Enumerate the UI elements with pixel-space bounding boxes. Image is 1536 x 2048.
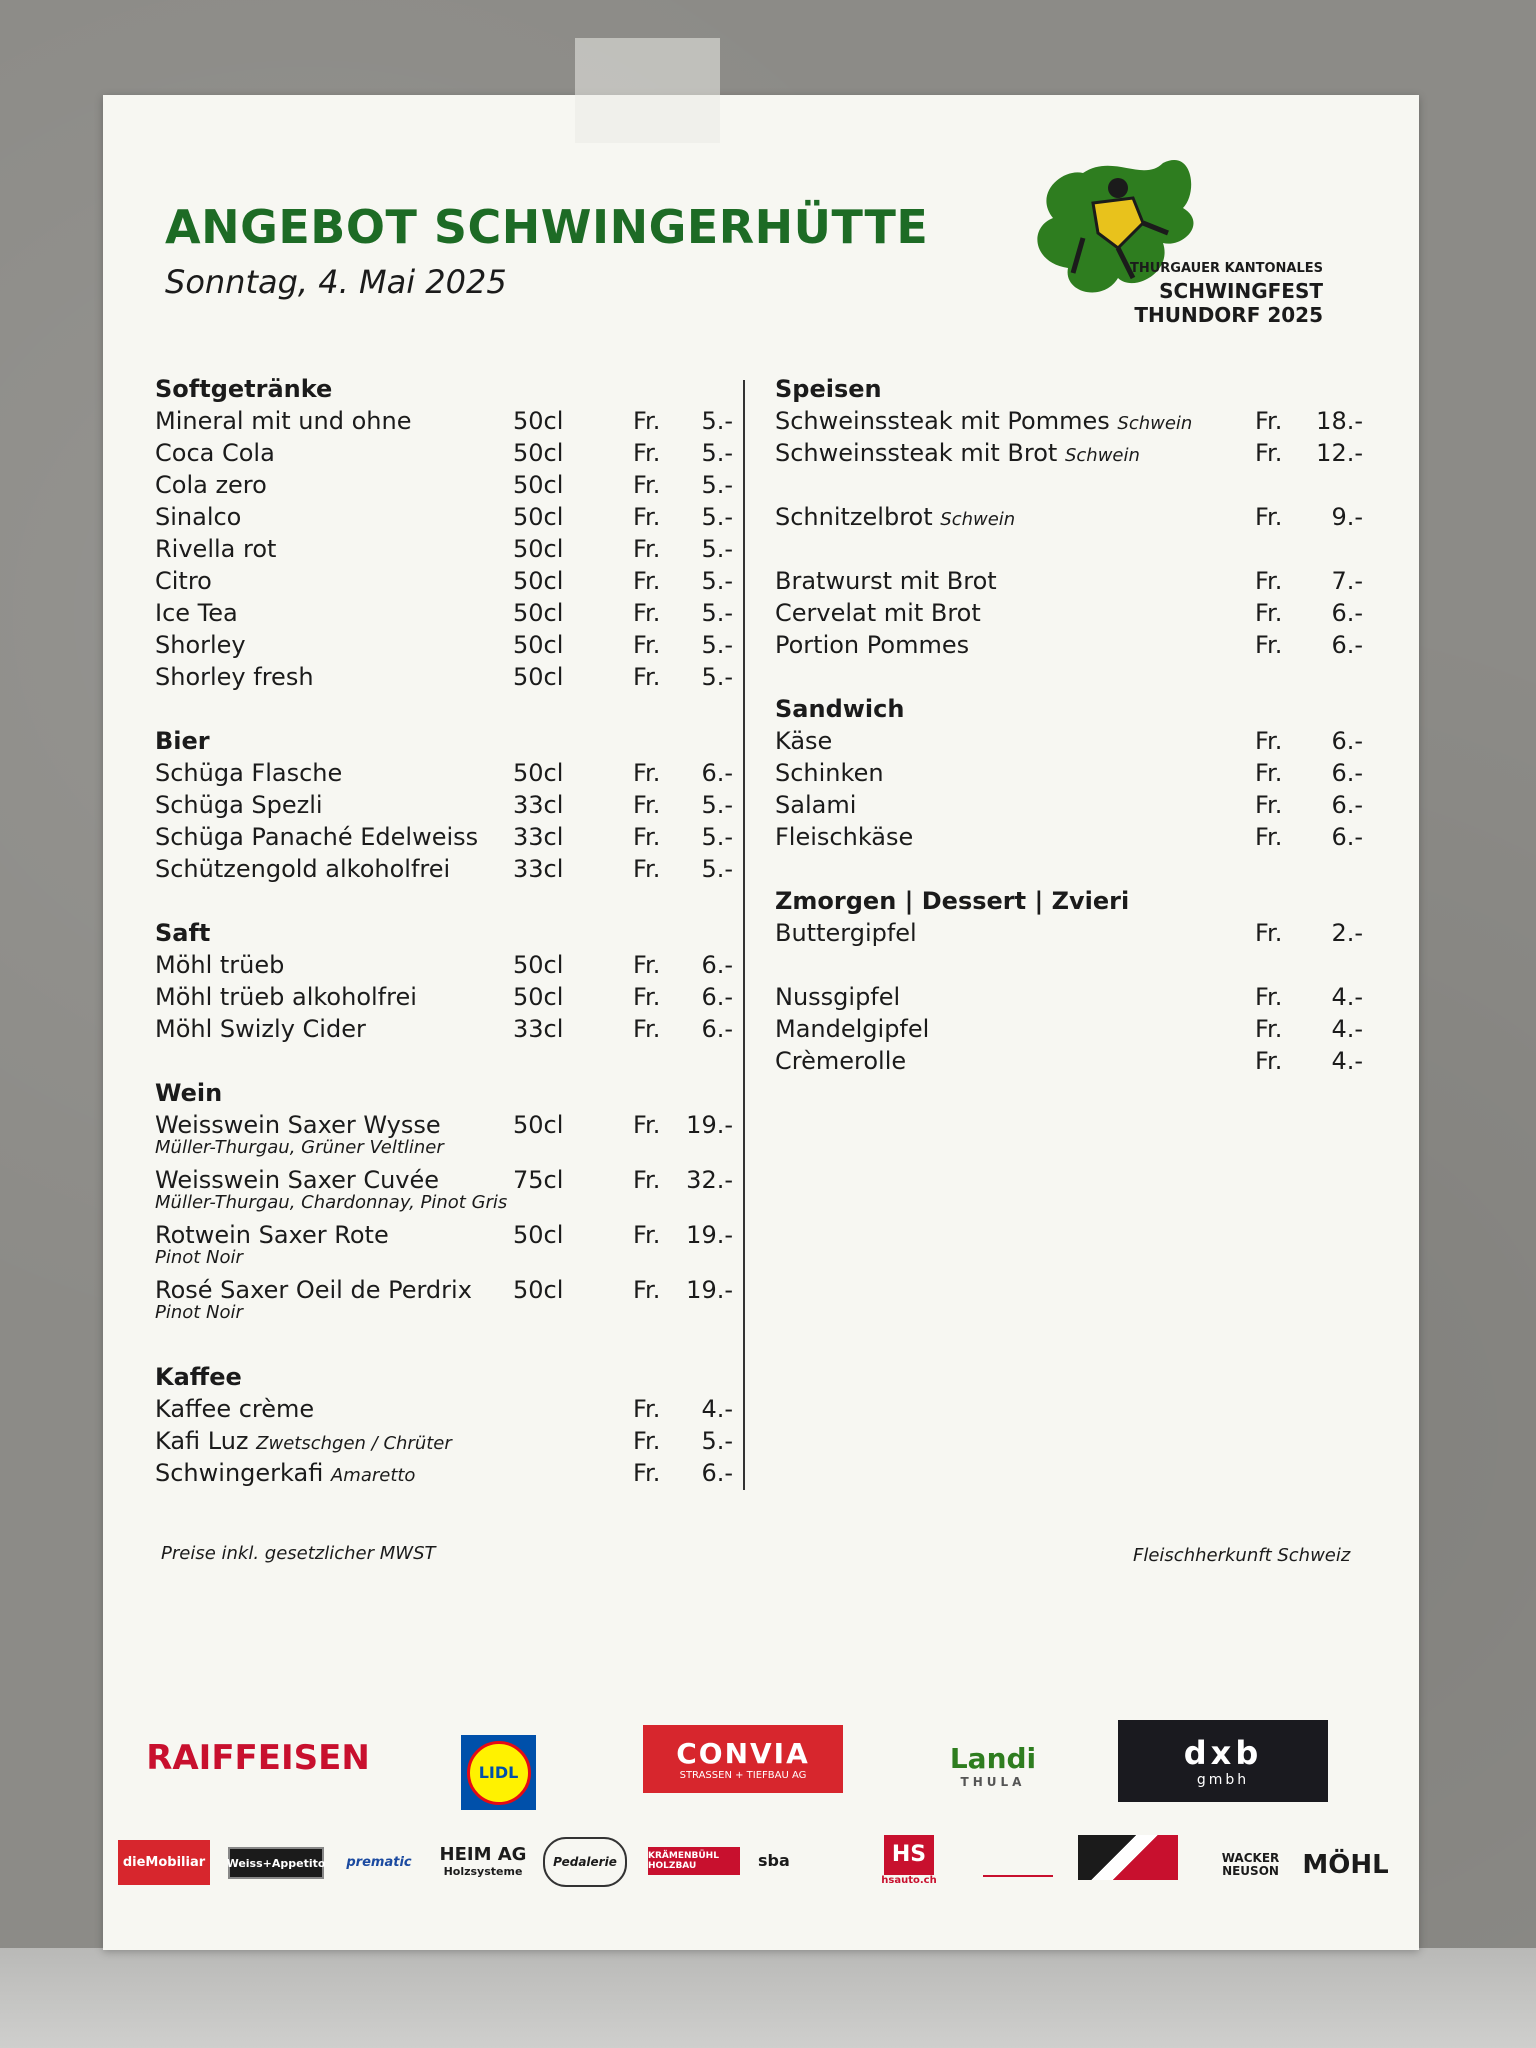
- item-price: 6.-: [1331, 823, 1363, 851]
- menu-item: [155, 1109, 745, 1164]
- item-volume: 50cl: [513, 599, 564, 627]
- item-volume: 50cl: [513, 759, 564, 787]
- convia-sub: STRASSEN + TIEFBAU AG: [679, 1770, 807, 1781]
- item-name-wrap: [155, 565, 212, 597]
- item-price: 6.-: [701, 1015, 733, 1043]
- item-volume: 50cl: [513, 567, 564, 595]
- item-name-wrap: [155, 1425, 452, 1460]
- heim-logo: [433, 1837, 533, 1885]
- spacer: [775, 949, 1375, 981]
- wacker-neuson-logo: WACKER NEUSON: [1221, 1851, 1280, 1878]
- item-name-wrap: [775, 501, 1015, 536]
- item-name: Käse: [775, 727, 833, 755]
- item-name-wrap: [155, 981, 417, 1013]
- item-volume: 50cl: [513, 663, 564, 691]
- landi-name: Landi: [949, 1741, 1037, 1775]
- section-title: Speisen: [775, 375, 882, 403]
- hs-auto-logo: [883, 1830, 935, 1890]
- item-currency: Fr.: [1255, 439, 1283, 467]
- item-name: Rosé Saxer Oeil de Perdrix: [155, 1276, 472, 1304]
- menu-item: [775, 1045, 1375, 1077]
- item-volume: 33cl: [513, 1015, 564, 1043]
- meat-origin-note: Fleischherkunft Schweiz: [1133, 1545, 1351, 1566]
- hs-sub: hsauto.ch: [881, 1874, 937, 1886]
- item-name: Schwingerkafi: [155, 1459, 324, 1487]
- item-currency: Fr.: [633, 503, 661, 531]
- item-volume: 50cl: [513, 503, 564, 531]
- menu-item: [775, 405, 1375, 437]
- menu-item: [775, 629, 1375, 661]
- item-currency: Fr.: [1255, 919, 1283, 947]
- item-name: Citro: [155, 567, 212, 595]
- item-currency: Fr.: [1255, 983, 1283, 1011]
- menu-item: [155, 661, 745, 693]
- menu-item: [155, 789, 745, 821]
- item-name-wrap: [775, 405, 1192, 440]
- item-name: Kaffee crème: [155, 1395, 315, 1423]
- item-name: Cervelat mit Brot: [775, 599, 981, 627]
- item-volume: 50cl: [513, 407, 564, 435]
- item-name: Mandelgipfel: [775, 1015, 930, 1043]
- item-name-wrap: [775, 789, 856, 821]
- menu-item: [775, 1013, 1375, 1045]
- item-name-wrap: [775, 1013, 929, 1045]
- item-name-wrap: [155, 821, 478, 853]
- item-name-wrap: [155, 789, 323, 821]
- burger-logo: [1078, 1835, 1178, 1880]
- spacer: [775, 469, 1375, 501]
- item-price: 5.-: [701, 535, 733, 563]
- item-price: 6.-: [1331, 599, 1363, 627]
- food-column: [775, 373, 1375, 1109]
- menu-item: [155, 469, 745, 501]
- item-currency: Fr.: [633, 791, 661, 819]
- dxb-logo: [1118, 1720, 1328, 1802]
- menu-item: [775, 437, 1375, 469]
- item-price: 5.-: [701, 1427, 733, 1455]
- item-name-wrap: [155, 501, 241, 533]
- item-currency: Fr.: [1255, 1047, 1283, 1075]
- section-title: Wein: [155, 1079, 223, 1107]
- raiffeisen-logo: RAIFFEISEN: [146, 1737, 370, 1778]
- spacer: [775, 533, 1375, 565]
- menu-section: [155, 917, 745, 1045]
- item-currency: Fr.: [1255, 567, 1283, 595]
- item-currency: Fr.: [633, 855, 661, 883]
- item-currency: Fr.: [1255, 407, 1283, 435]
- item-price: 5.-: [701, 791, 733, 819]
- item-name-wrap: [775, 597, 981, 629]
- item-price: 6.-: [701, 983, 733, 1011]
- logo-line2: SCHWINGFEST: [1159, 279, 1323, 303]
- item-name: Kafi Luz: [155, 1427, 249, 1455]
- item-currency: Fr.: [1255, 791, 1283, 819]
- pedalerie-logo: Pedalerie: [543, 1837, 627, 1887]
- menu-item: [775, 725, 1375, 757]
- item-name: Schweinssteak mit Pommes: [775, 407, 1110, 435]
- item-price: 7.-: [1331, 567, 1363, 595]
- item-name: Buttergipfel: [775, 919, 917, 947]
- item-volume: 50cl: [513, 1276, 564, 1304]
- item-name-wrap: [775, 725, 832, 757]
- item-name-wrap: [775, 1045, 906, 1077]
- item-name-wrap: [155, 949, 284, 981]
- item-currency: Fr.: [633, 535, 661, 563]
- item-volume: 75cl: [513, 1166, 564, 1194]
- item-name: Rivella rot: [155, 535, 277, 563]
- item-name: Shorley: [155, 631, 246, 659]
- lidl-text: LIDL: [467, 1741, 531, 1805]
- menu-item: [155, 1457, 745, 1489]
- item-name-wrap: [155, 533, 276, 565]
- lidl-logo: [461, 1735, 536, 1810]
- item-currency: Fr.: [633, 439, 661, 467]
- item-name-wrap: [155, 1393, 314, 1425]
- item-price: 6.-: [701, 951, 733, 979]
- menu-section: [155, 725, 745, 885]
- logo-line3: THUNDORF 2025: [1134, 303, 1323, 327]
- item-name-wrap: [775, 565, 997, 597]
- item-name: Schützengold alkoholfrei: [155, 855, 451, 883]
- item-name-wrap: [775, 917, 917, 949]
- item-name: Schüga Spezli: [155, 791, 323, 819]
- item-name: Sinalco: [155, 503, 242, 531]
- item-name: Schweinssteak mit Brot: [775, 439, 1058, 467]
- item-volume: 50cl: [513, 951, 564, 979]
- item-price: 5.-: [701, 631, 733, 659]
- item-price: 9.-: [1331, 503, 1363, 531]
- item-currency: Fr.: [633, 599, 661, 627]
- prematic-logo: prematic: [346, 1855, 412, 1870]
- item-name: Bratwurst mit Brot: [775, 567, 997, 595]
- item-name-wrap: [775, 981, 900, 1013]
- tape-strip: [575, 38, 720, 143]
- item-name: Salami: [775, 791, 857, 819]
- menu-item: [775, 565, 1375, 597]
- item-name: Möhl trüeb: [155, 951, 285, 979]
- item-currency: Fr.: [1255, 823, 1283, 851]
- menu-item: [775, 821, 1375, 853]
- item-name-wrap: [155, 629, 246, 661]
- item-note: Amaretto: [330, 1465, 416, 1486]
- item-price: 5.-: [701, 855, 733, 883]
- item-note: Schwein: [940, 509, 1016, 530]
- heim-name: HEIM AG: [439, 1844, 527, 1865]
- item-currency: Fr.: [633, 759, 661, 787]
- menu-item: [155, 1013, 745, 1045]
- menu-item: [155, 1393, 745, 1425]
- menu-item: [155, 501, 745, 533]
- item-currency: Fr.: [633, 1111, 661, 1139]
- item-price: 12.-: [1316, 439, 1363, 467]
- convia-logo: [643, 1725, 843, 1793]
- item-price: 5.-: [701, 503, 733, 531]
- menu-item: [155, 565, 745, 597]
- item-volume: 50cl: [513, 439, 564, 467]
- item-name: Mineral mit und ohne: [155, 407, 412, 435]
- convia-name: CONVIA: [676, 1737, 810, 1770]
- item-price: 19.-: [686, 1221, 733, 1249]
- item-name-wrap: [155, 661, 314, 693]
- item-name: Ice Tea: [155, 599, 238, 627]
- item-price: 5.-: [701, 407, 733, 435]
- menu-section: [775, 885, 1375, 1077]
- item-name: Cola zero: [155, 471, 267, 499]
- item-currency: Fr.: [633, 1427, 661, 1455]
- item-name: Schüga Panaché Edelweiss: [155, 823, 479, 851]
- item-currency: Fr.: [633, 631, 661, 659]
- item-currency: Fr.: [633, 951, 661, 979]
- item-currency: Fr.: [633, 567, 661, 595]
- menu-section: [155, 373, 745, 693]
- menu-item: [775, 917, 1375, 949]
- item-currency: Fr.: [633, 823, 661, 851]
- item-name: Möhl trüeb alkoholfrei: [155, 983, 417, 1011]
- item-price: 5.-: [701, 599, 733, 627]
- menu-item: [155, 437, 745, 469]
- item-name-wrap: [155, 437, 275, 469]
- menu-section: [155, 1361, 745, 1489]
- item-name: Schnitzelbrot: [775, 503, 933, 531]
- menu-item: [155, 629, 745, 661]
- item-price: 4.-: [1331, 983, 1363, 1011]
- section-title: Kaffee: [155, 1363, 242, 1391]
- menu-item: [775, 501, 1375, 533]
- item-price: 6.-: [1331, 727, 1363, 755]
- item-volume: 50cl: [513, 1221, 564, 1249]
- item-price: 5.-: [701, 439, 733, 467]
- schwingfest-logo: [1023, 153, 1323, 338]
- item-name: Schinken: [775, 759, 884, 787]
- menu-item: [155, 1274, 745, 1329]
- item-name: Fleischkäse: [775, 823, 914, 851]
- menu-date: Sonntag, 4. Mai 2025: [165, 263, 507, 301]
- drinks-column: [155, 373, 745, 1521]
- item-name-wrap: [155, 597, 238, 629]
- menu-item: [155, 1164, 745, 1219]
- sponsor-row-small: [103, 1825, 1419, 1895]
- item-volume: 33cl: [513, 791, 564, 819]
- menu-item: [155, 1219, 745, 1274]
- schuetzengarten-logo: [983, 1845, 1053, 1877]
- item-name-wrap: [155, 853, 450, 885]
- item-name-wrap: [155, 405, 411, 437]
- item-price: 6.-: [1331, 759, 1363, 787]
- item-name-wrap: [155, 1457, 415, 1492]
- item-name: Crèmerolle: [775, 1047, 907, 1075]
- menu-item: [155, 821, 745, 853]
- item-volume: 50cl: [513, 983, 564, 1011]
- item-note: Schwein: [1064, 445, 1140, 466]
- item-grapes: Müller-Thurgau, Grüner Veltliner: [155, 1137, 444, 1158]
- mobiliar-logo: dieMobiliar: [118, 1840, 210, 1885]
- item-name: Möhl Swizly Cider: [155, 1015, 366, 1043]
- landi-logo: [943, 1725, 1043, 1805]
- item-price: 6.-: [701, 1459, 733, 1487]
- menu-item: [775, 597, 1375, 629]
- item-name-wrap: [775, 757, 884, 789]
- item-price: 5.-: [701, 567, 733, 595]
- section-title: Softgetränke: [155, 375, 333, 403]
- menu-item: [775, 789, 1375, 821]
- item-currency: Fr.: [633, 407, 661, 435]
- item-name-wrap: [155, 469, 267, 501]
- item-currency: Fr.: [633, 1221, 661, 1249]
- item-name: Nussgipfel: [775, 983, 901, 1011]
- item-grapes: Pinot Noir: [155, 1247, 243, 1268]
- sponsor-row-main: [103, 1710, 1419, 1800]
- item-price: 6.-: [1331, 631, 1363, 659]
- item-price: 6.-: [1331, 791, 1363, 819]
- section-title: Sandwich: [775, 695, 905, 723]
- item-currency: Fr.: [1255, 599, 1283, 627]
- item-volume: 33cl: [513, 823, 564, 851]
- item-name-wrap: [775, 629, 969, 661]
- vat-note: Preise inkl. gesetzlicher MWST: [161, 1543, 436, 1564]
- menu-item: [155, 597, 745, 629]
- hs-name: HS: [884, 1835, 934, 1875]
- item-volume: 50cl: [513, 631, 564, 659]
- item-volume: 50cl: [513, 471, 564, 499]
- item-currency: Fr.: [633, 1166, 661, 1194]
- item-name-wrap: [775, 821, 913, 853]
- menu-item: [155, 405, 745, 437]
- item-currency: Fr.: [633, 471, 661, 499]
- item-currency: Fr.: [1255, 727, 1283, 755]
- item-name-wrap: [155, 757, 342, 789]
- heim-sub: Holzsysteme: [443, 1865, 523, 1878]
- item-name-wrap: [155, 1013, 366, 1045]
- item-currency: Fr.: [633, 1276, 661, 1304]
- menu-section: [775, 693, 1375, 853]
- item-note: Zwetschgen / Chrüter: [256, 1433, 452, 1454]
- menu-title: ANGEBOT SCHWINGERHÜTTE: [165, 200, 929, 254]
- item-name: Shorley fresh: [155, 663, 314, 691]
- item-name: Weisswein Saxer Wysse: [155, 1111, 441, 1139]
- item-currency: Fr.: [1255, 759, 1283, 787]
- item-price: 19.-: [686, 1111, 733, 1139]
- landi-sub: THULA: [960, 1774, 1026, 1789]
- item-currency: Fr.: [633, 1459, 661, 1487]
- item-name: Portion Pommes: [775, 631, 970, 659]
- menu-item: [155, 757, 745, 789]
- item-price: 4.-: [1331, 1047, 1363, 1075]
- item-price: 32.-: [686, 1166, 733, 1194]
- menu-item: [775, 757, 1375, 789]
- item-price: 4.-: [1331, 1015, 1363, 1043]
- section-title: Zmorgen | Dessert | Zvieri: [775, 887, 1130, 915]
- item-name: Coca Cola: [155, 439, 275, 467]
- item-price: 18.-: [1316, 407, 1363, 435]
- item-price: 5.-: [701, 823, 733, 851]
- menu-item: [155, 949, 745, 981]
- logo-line1: THURGAUER KANTONALES: [1129, 261, 1323, 276]
- section-title: Saft: [155, 919, 211, 947]
- weiss-appetito-logo: Weiss+Appetito: [228, 1847, 324, 1879]
- dxb-sub: gmbh: [1196, 1772, 1250, 1788]
- item-note: Schwein: [1117, 413, 1193, 434]
- menu-item: [155, 1425, 745, 1457]
- column-divider: [743, 380, 745, 1490]
- item-price: 2.-: [1331, 919, 1363, 947]
- menu-item: [155, 981, 745, 1013]
- item-name: Rotwein Saxer Rote: [155, 1221, 389, 1249]
- item-grapes: Pinot Noir: [155, 1302, 243, 1323]
- item-currency: Fr.: [1255, 503, 1283, 531]
- item-currency: Fr.: [1255, 1015, 1283, 1043]
- item-currency: Fr.: [633, 1395, 661, 1423]
- sba-logo: sba: [758, 1850, 790, 1870]
- menu-section: [775, 373, 1375, 661]
- item-currency: Fr.: [633, 1015, 661, 1043]
- item-volume: 33cl: [513, 855, 564, 883]
- item-currency: Fr.: [633, 663, 661, 691]
- section-title: Bier: [155, 727, 210, 755]
- item-price: 5.-: [701, 471, 733, 499]
- item-price: 19.-: [686, 1276, 733, 1304]
- moehl-logo: MÖHL: [1302, 1850, 1389, 1880]
- item-name: Schüga Flasche: [155, 759, 343, 787]
- item-price: 5.-: [701, 663, 733, 691]
- item-grapes: Müller-Thurgau, Chardonnay, Pinot Gris: [155, 1192, 508, 1213]
- item-currency: Fr.: [1255, 631, 1283, 659]
- kraemenbuehl-logo: KRÄMENBÜHL HOLZBAU: [648, 1847, 740, 1875]
- menu-section: [155, 1077, 745, 1329]
- item-currency: Fr.: [633, 983, 661, 1011]
- menu-item: [155, 853, 745, 885]
- item-volume: 50cl: [513, 1111, 564, 1139]
- item-name: Weisswein Saxer Cuvée: [155, 1166, 440, 1194]
- item-volume: 50cl: [513, 535, 564, 563]
- item-name-wrap: [775, 437, 1140, 472]
- menu-item: [775, 981, 1375, 1013]
- dxb-name: dxb: [1183, 1734, 1263, 1772]
- menu-item: [155, 533, 745, 565]
- item-price: 4.-: [701, 1395, 733, 1423]
- floor: [0, 1948, 1536, 2048]
- item-price: 6.-: [701, 759, 733, 787]
- menu-sheet: [103, 95, 1419, 1950]
